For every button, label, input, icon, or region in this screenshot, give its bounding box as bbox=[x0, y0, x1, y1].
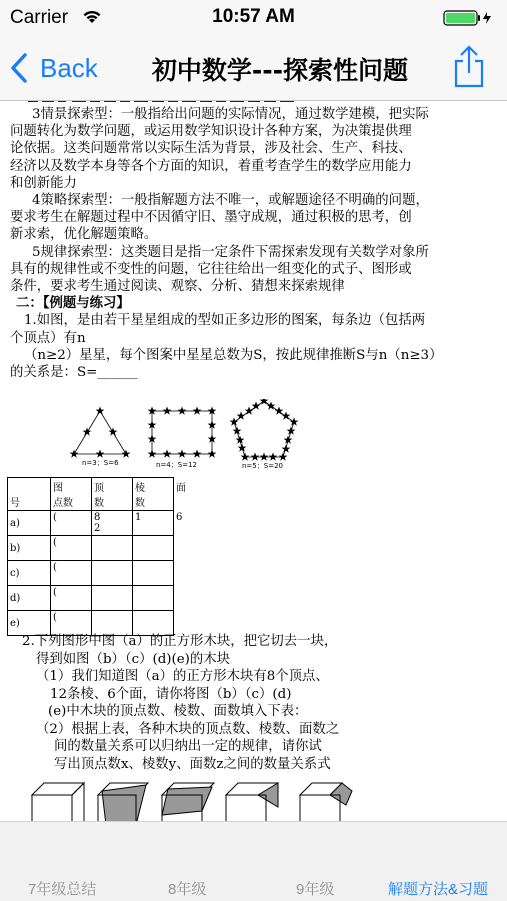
table-cell bbox=[133, 536, 174, 561]
table-cell bbox=[174, 536, 215, 561]
table-row bbox=[8, 511, 215, 536]
tab-grade-7-summary[interactable]: 7年级总结 bbox=[28, 881, 97, 898]
fig-caption: n=5；S=20 bbox=[242, 462, 283, 470]
data-table bbox=[7, 477, 215, 636]
paragraph-line: 条件，要求考生通过阅读、观察、分析、猜想来探索规律 bbox=[10, 279, 345, 295]
pentagon-figure bbox=[230, 399, 299, 461]
table-cell: e) bbox=[8, 611, 51, 636]
tab-bar bbox=[0, 821, 507, 901]
question-line: 写出顶点数x、棱数y、面数z之间的数量关系式 bbox=[54, 756, 331, 772]
fig-caption: n=3；S=6 bbox=[82, 459, 119, 467]
share-button[interactable] bbox=[453, 44, 485, 92]
table-header-row bbox=[8, 478, 215, 511]
document-view[interactable] bbox=[0, 101, 507, 821]
section-heading: 二：【例题与练习】 bbox=[16, 295, 130, 312]
table-cell bbox=[92, 586, 133, 611]
table-cell bbox=[133, 611, 174, 636]
triangle-figure bbox=[70, 407, 131, 458]
block-c-figure bbox=[162, 783, 214, 821]
table-cell bbox=[133, 586, 174, 611]
table-header-cell: 号 bbox=[8, 478, 51, 511]
table-cell: ( bbox=[51, 586, 92, 611]
paragraph-line: 要求考生在解题过程中不因循守旧、墨守成规，通过积极的思考，创 bbox=[10, 210, 412, 226]
table-header-cell: 图 点数 bbox=[51, 478, 92, 511]
table-row bbox=[8, 561, 215, 586]
table-cell: ( bbox=[51, 611, 92, 636]
table-cell bbox=[174, 611, 215, 636]
square-figure bbox=[148, 407, 217, 458]
table-row bbox=[8, 586, 215, 611]
table-cell: 6 bbox=[176, 511, 183, 523]
block-e-figure bbox=[300, 783, 352, 821]
status-bar bbox=[0, 0, 507, 36]
paragraph-line: 5规律探索型：这类题目是指一定条件下需探索发现有关数学对象所 bbox=[32, 244, 429, 260]
table-cell bbox=[174, 586, 215, 611]
question-line: （2）根据上表，各种木块的顶点数、棱数、面数之 bbox=[36, 721, 340, 737]
table-cell: b) bbox=[8, 536, 51, 561]
question-line: 个顶点）有n bbox=[10, 330, 86, 346]
table-cell: 8 2 bbox=[92, 511, 133, 536]
paragraph-line: 问题转化为数学问题，或运用数学知识设计各种方案，为决策提供理 bbox=[10, 124, 412, 140]
table-cell: ( bbox=[51, 511, 92, 536]
paragraph-line: 经济以及数学本身等各个方面的知识，着重考查学生的数学应用能力 bbox=[10, 158, 412, 174]
block-b-figure bbox=[98, 783, 148, 821]
share-icon bbox=[453, 44, 485, 88]
table-header-cell: 面 bbox=[176, 482, 186, 494]
question-line: 1.如图，是由若干星星组成的型如正多边形的图案，每条边（包括两 bbox=[24, 313, 426, 329]
table-header-cell: 棱 数 bbox=[133, 478, 174, 511]
table-cell bbox=[174, 561, 215, 586]
question-line: (e)中木块的顶点数、棱数、面数填入下表： bbox=[48, 704, 308, 719]
question-line: 的关系是：S=______ bbox=[10, 365, 138, 381]
intro-text bbox=[10, 106, 500, 381]
table-cell: d) bbox=[8, 586, 51, 611]
paragraph-line: 4策略探索型：一般指解题方法不唯一，或解题途径不明确的问题， bbox=[32, 193, 429, 209]
paragraph-line: 具有的规律性或不变性的问题，它往往给出一组变化的式子、图形或 bbox=[10, 261, 412, 277]
paragraph-line: 3情景探索型：一般指给出问题的实际情况，通过数学建模，把实际 bbox=[32, 107, 429, 122]
table-row bbox=[8, 611, 215, 636]
navigation-bar bbox=[0, 36, 507, 101]
question-line: 2.下列图形中图（a）的正方形木块，把它切去一块， bbox=[22, 634, 338, 649]
question-line: 12条棱、6个面，请你将图（b）（c）(d) bbox=[50, 686, 292, 702]
paragraph-line: 新求索，优化解题策略。 bbox=[10, 227, 158, 243]
tab-grade-8[interactable]: 8年级 bbox=[168, 881, 207, 898]
carrier-label: Carrier bbox=[10, 7, 69, 28]
table-cell: c) bbox=[8, 561, 51, 586]
question-line: 间的数量关系可以归纳出一定的规律，请你试 bbox=[54, 739, 322, 754]
chevron-left-icon bbox=[10, 53, 28, 83]
fig-caption: n=4；S=12 bbox=[156, 461, 197, 469]
tab-grade-9[interactable]: 9年级 bbox=[296, 881, 335, 898]
table-cell: ( bbox=[51, 536, 92, 561]
battery-icon bbox=[443, 10, 497, 30]
question-line: 得到如图（b）（c）(d)(e)的木块 bbox=[36, 651, 231, 667]
clock: 10:57 AM bbox=[212, 6, 295, 27]
table-cell bbox=[92, 536, 133, 561]
block-d-figure bbox=[226, 783, 278, 821]
table-header-cell: 顶 数 bbox=[92, 478, 133, 511]
table-cell: ( bbox=[51, 561, 92, 586]
question-2-text bbox=[22, 633, 492, 773]
block-figures bbox=[28, 781, 388, 821]
table-cell bbox=[92, 561, 133, 586]
table-cell bbox=[92, 611, 133, 636]
question-line: （1）我们知道图（a）的正方形木块有8个顶点、 bbox=[36, 669, 329, 684]
paragraph-line: 和创新能力 bbox=[10, 175, 77, 191]
page-title: 初中数学---探索性问题 bbox=[151, 56, 409, 85]
back-button[interactable] bbox=[10, 48, 98, 88]
table-cell: a) bbox=[8, 511, 51, 536]
question-line: （n≥2）星星，每个图案中星星总数为S，按此规律推断S与n（n≥3） bbox=[24, 347, 443, 363]
table-row bbox=[8, 536, 215, 561]
paragraph-line: 论依据。这类问题常常以实际生活为背景，涉及社会、生产、科技、 bbox=[10, 141, 412, 157]
table-cell bbox=[133, 561, 174, 586]
tab-methods-exercises[interactable]: 解题方法&习题 bbox=[388, 881, 489, 898]
star-pattern-figures bbox=[60, 399, 320, 471]
block-a-figure bbox=[32, 783, 84, 821]
table-cell: 1 bbox=[133, 511, 174, 536]
back-label: Back bbox=[40, 52, 98, 83]
